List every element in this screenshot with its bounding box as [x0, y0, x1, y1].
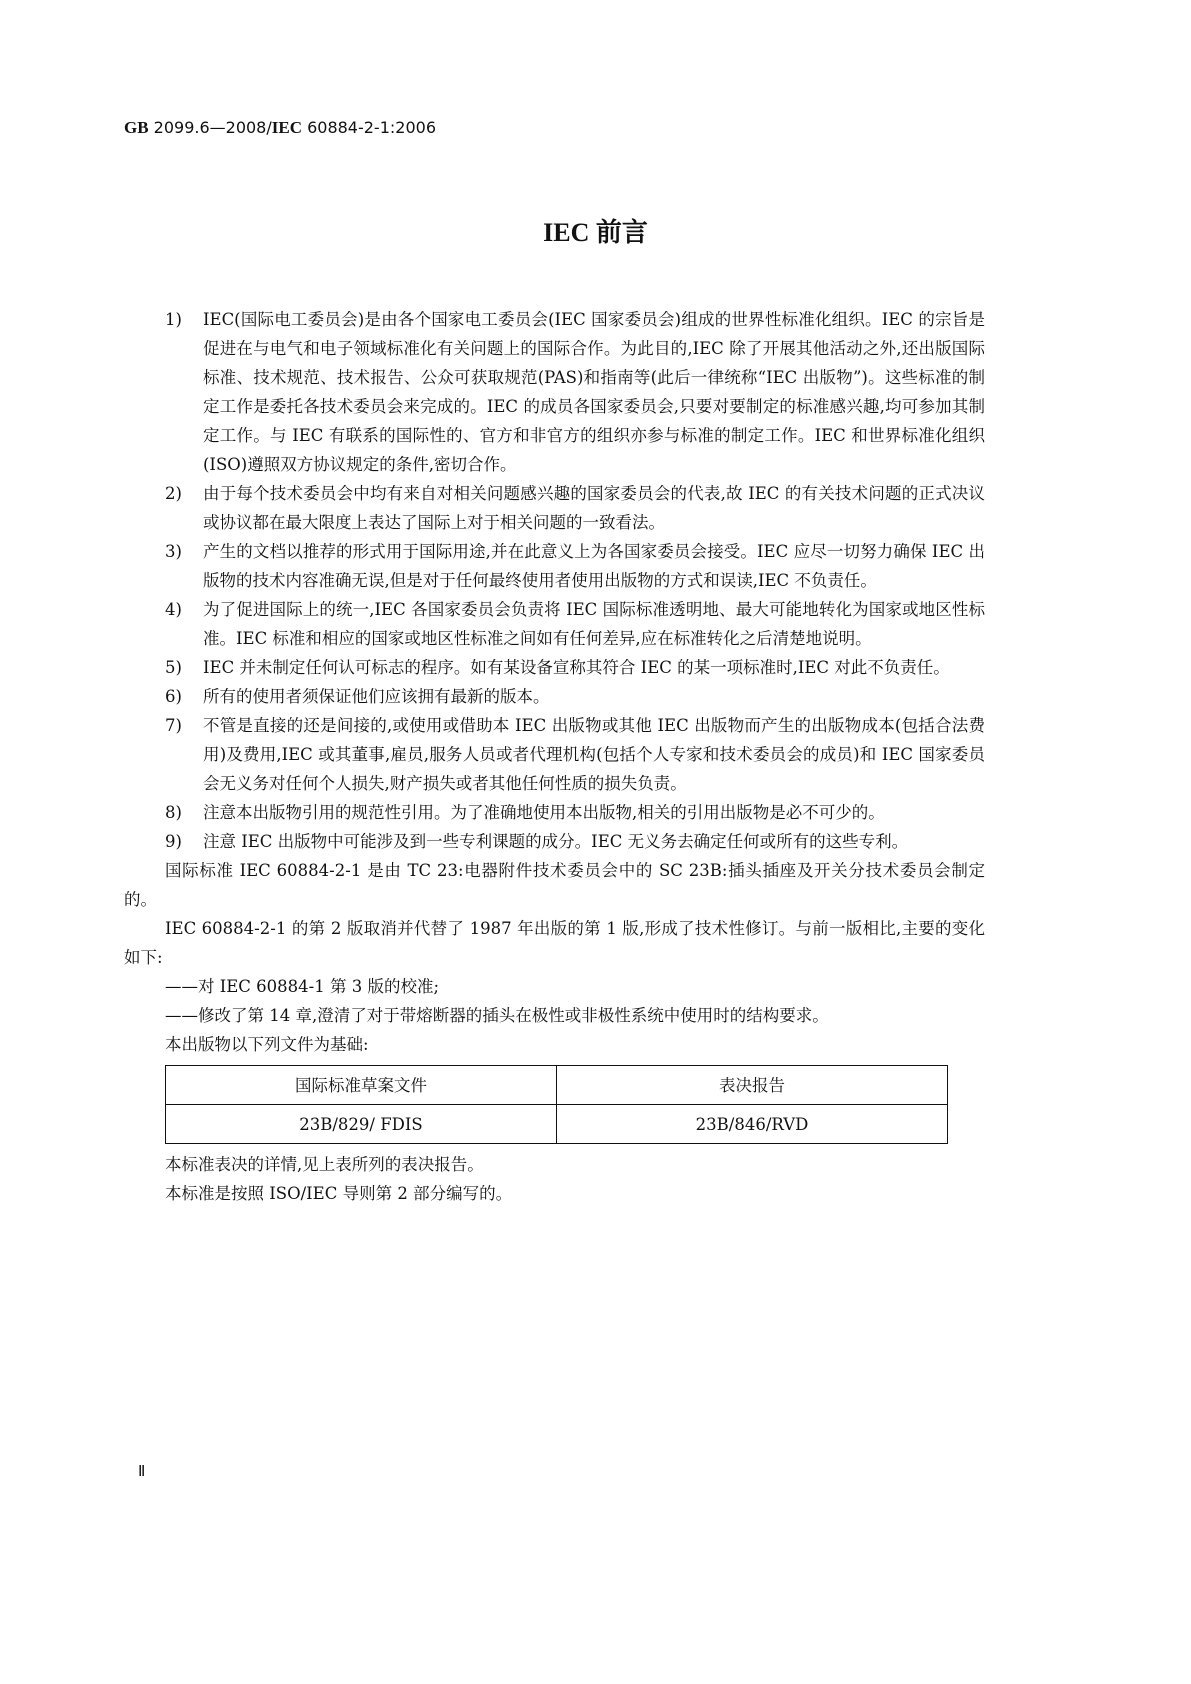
document-header	[124, 118, 436, 138]
header-iec-code: 60884-2-1:2006	[307, 118, 436, 137]
list-item	[124, 827, 985, 856]
item-text: 为了促进国际上的统一,IEC 各国家委员会负责将 IEC 国际标准透明地、最大可能地转化为国家或地区性标准。IEC 标准和相应的国家或地区性标准之间如有任何差异,应在标准转化之后清楚地说明。	[203, 600, 985, 648]
paragraph-committee: 国际标准 IEC 60884-2-1 是由 TC 23:电器附件技术委员会中的 SC 23B:插头插座及开关分技术委员会制定的。	[124, 861, 985, 909]
item-number: 6)	[165, 687, 182, 706]
voting-table	[165, 1065, 948, 1144]
list-item	[124, 711, 985, 798]
paragraph-edition: IEC 60884-2-1 的第 2 版取消并代替了 1987 年出版的第 1 版,形成了技术性修订。与前一版相比,主要的变化如下:	[124, 919, 985, 967]
item-number: 4)	[165, 600, 182, 619]
item-number: 2)	[165, 484, 182, 503]
item-text: 产生的文档以推荐的形式用于国际用途,并在此意义上为各国家委员会接受。IEC 应尽一切努力确保 IEC 出版物的技术内容准确无误,但是对于任何最终使用者使用出版物的方式和误读,IEC 不负责任。	[203, 542, 985, 590]
list-item	[124, 682, 985, 711]
change-item: ——对 IEC 60884-1 第 3 版的校准;	[165, 977, 440, 996]
item-number: 7)	[165, 716, 182, 735]
header-code: 2099.6—2008/	[153, 118, 272, 137]
header-iec: IEC	[271, 118, 302, 137]
list-item	[124, 653, 985, 682]
item-number: 9)	[165, 832, 182, 851]
table-header-row	[166, 1066, 948, 1105]
document-body	[124, 305, 985, 1208]
item-number: 8)	[165, 803, 182, 822]
item-text: IEC 并未制定任何认可标志的程序。如有某设备宣称其符合 IEC 的某一项标准时,IEC 对此不负责任。	[203, 658, 950, 677]
item-text: IEC(国际电工委员会)是由各个国家电工委员会(IEC 国家委员会)组成的世界性标准化组织。IEC 的宗旨是促进在与电气和电子领域标准化有关问题上的国际合作。为此目的,IEC 除了开展其他活动之外,还出版国际标准、技术规范、技术报告、公众可获取规范(PAS)和指南等(此后一律统称“IEC 出版物”)。这些标准的制定工作是委托各技术委员会来完成的。IEC 的成员各国家委员会,只要对要制定的标准感兴趣,均可参加其制定工作。与 IEC 有联系的国际性的、官方和非官方的组织亦参与标准的制定工作。IEC 和世界标准化组织(ISO)遵照双方协议规定的条件,密切合作。	[203, 310, 985, 474]
item-text: 由于每个技术委员会中均有来自对相关问题感兴趣的国家委员会的代表,故 IEC 的有关技术问题的正式决议或协议都在最大限度上表达了国际上对于相关问题的一致看法。	[203, 484, 985, 532]
item-number: 1)	[165, 310, 182, 329]
item-text: 注意本出版物引用的规范性引用。为了准确地使用本出版物,相关的引用出版物是必不可少的。	[203, 803, 885, 822]
list-item	[124, 479, 985, 537]
table-header: 表决报告	[557, 1066, 948, 1105]
item-number: 5)	[165, 658, 182, 677]
list-item	[124, 798, 985, 827]
header-prefix: GB	[124, 118, 149, 137]
paragraph-basis: 本出版物以下列文件为基础:	[165, 1035, 369, 1054]
table-row	[166, 1105, 948, 1144]
item-text: 所有的使用者须保证他们应该拥有最新的版本。	[203, 687, 550, 706]
list-item	[124, 537, 985, 595]
page-title: IEC 前言	[543, 218, 648, 247]
item-number: 3)	[165, 542, 182, 561]
table-cell: 23B/846/RVD	[557, 1105, 948, 1144]
list-item	[124, 595, 985, 653]
table-cell: 23B/829/ FDIS	[166, 1105, 557, 1144]
item-text: 注意 IEC 出版物中可能涉及到一些专利课题的成分。IEC 无义务去确定任何或所有的这些专利。	[203, 832, 909, 851]
item-text: 不管是直接的还是间接的,或使用或借助本 IEC 出版物或其他 IEC 出版物而产生的出版物成本(包括合法费用)及费用,IEC 或其董事,雇员,服务人员或者代理机构(包括个人专家和技术委员会的成员)和 IEC 国家委员会无义务对任何个人损失,财产损失或者其他任何性质的损失负责。	[203, 716, 985, 793]
paragraph-voting: 本标准表决的详情,见上表所列的表决报告。	[165, 1155, 484, 1174]
page-number: Ⅱ	[138, 1464, 146, 1480]
list-item	[124, 305, 985, 479]
change-item: ——修改了第 14 章,澄清了对于带熔断器的插头在极性或非极性系统中使用时的结构要求。	[165, 1006, 829, 1025]
table-header: 国际标准草案文件	[166, 1066, 557, 1105]
paragraph-directives: 本标准是按照 ISO/IEC 导则第 2 部分编写的。	[165, 1184, 513, 1203]
